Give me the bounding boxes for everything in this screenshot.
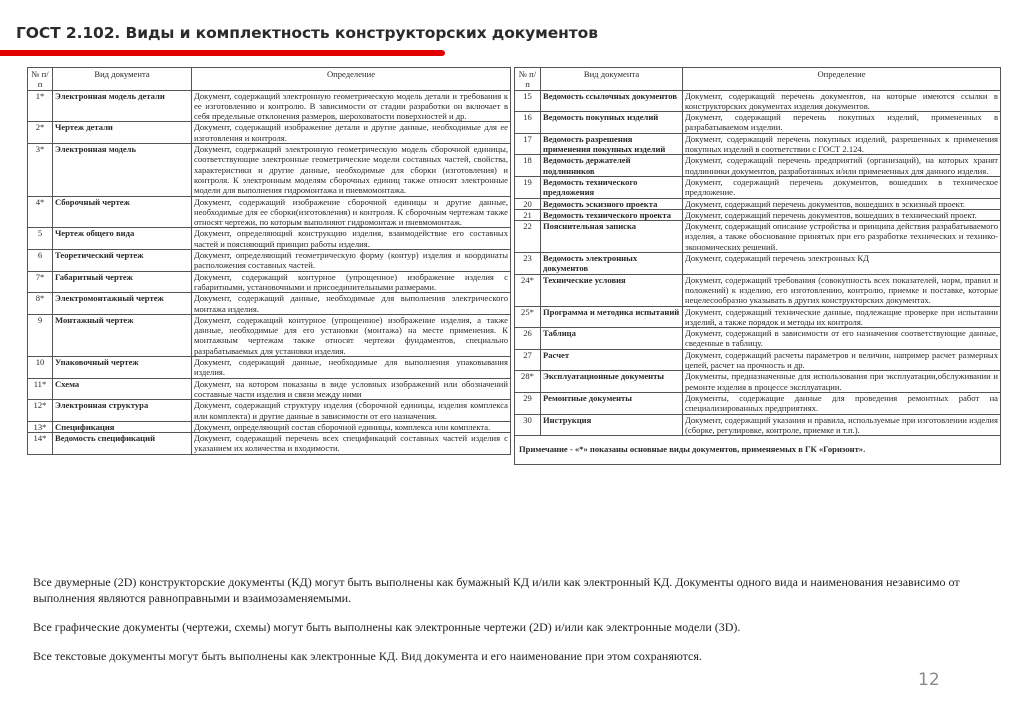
table-row bbox=[515, 112, 1001, 134]
document-definition: Документ, содержащий перечень всех спецификаций составных частей изделия с указанием их количества и входимости. bbox=[192, 433, 511, 455]
paragraph-text-documents: Все текстовые документы могут быть выполнены как электронные КД. Вид документа и его наименование при этом сохраняются. bbox=[33, 649, 702, 663]
table-row bbox=[28, 250, 511, 272]
table-row bbox=[28, 144, 511, 196]
document-types-table-right bbox=[514, 67, 1001, 465]
document-definition: Документ, содержащий расчеты параметров и величин, например расчет размерных цепей, расчет на прочность и др. bbox=[683, 349, 1001, 371]
document-type-name: Ведомость технического проекта bbox=[541, 209, 683, 220]
row-number: 19 bbox=[515, 176, 541, 198]
row-number: 27 bbox=[515, 349, 541, 371]
row-number: 24* bbox=[515, 274, 541, 306]
document-definition: Документ, содержащий перечень покупных изделий, примененных в разрабатываемом изделии. bbox=[683, 112, 1001, 134]
document-type-name: Электромонтажный чертеж bbox=[53, 293, 192, 315]
document-type-name: Ведомость держателей подлинников bbox=[541, 155, 683, 177]
document-definition: Документ, содержащий контурное (упрощенное) изображение изделия с габаритными, установочными и присоединительными размерами. bbox=[192, 271, 511, 293]
table-row bbox=[515, 198, 1001, 209]
document-definition: Документ, содержащий перечень документов, на которые имеются ссылки в конструкторских документах изделия документов. bbox=[683, 90, 1001, 112]
document-type-name: Чертеж общего вида bbox=[53, 228, 192, 250]
row-number: 5 bbox=[28, 228, 53, 250]
row-number: 30 bbox=[515, 414, 541, 436]
table-row bbox=[28, 228, 511, 250]
table-row bbox=[28, 421, 511, 432]
document-definition: Документ, содержащий перечень документов, вошедших в техническое предложение. bbox=[683, 176, 1001, 198]
document-definition: Документ, содержащий контурное (упрощенное) изображение изделия, а также данные, необходимые для его установки (монтажа) на месте применения. К монтажным чертежам также относят чертежи фундаментов, специально разрабатываемых для установки изделия. bbox=[192, 314, 511, 356]
row-number: 22 bbox=[515, 221, 541, 253]
table-row bbox=[28, 314, 511, 356]
document-type-name: Таблица bbox=[541, 328, 683, 350]
document-type-name: Ведомость ссылочных документов bbox=[541, 90, 683, 112]
right-table-body bbox=[515, 90, 1001, 436]
document-types-table-left bbox=[27, 67, 511, 455]
document-type-name: Теоретический чертеж bbox=[53, 250, 192, 272]
document-definition: Документ, содержащий данные, необходимые для выполнения упаковывания изделия. bbox=[192, 357, 511, 379]
header-name: Вид документа bbox=[541, 68, 683, 91]
header-num: № п/п bbox=[515, 68, 541, 91]
document-definition: Документ, содержащий данные, необходимые для выполнения электрического монтажа изделия. bbox=[192, 293, 511, 315]
document-definition: Документы, содержащие данные для проведения ремонтных работ на специализированных предприятиях. bbox=[683, 392, 1001, 414]
document-type-name: Ведомость разрешения применения покупных изделий bbox=[541, 133, 683, 155]
row-number: 2* bbox=[28, 122, 53, 144]
table-row bbox=[28, 122, 511, 144]
table-row bbox=[28, 196, 511, 228]
title-underline bbox=[0, 50, 445, 56]
table-row bbox=[515, 392, 1001, 414]
row-number: 3* bbox=[28, 144, 53, 196]
document-definition: Документ, содержащий технические данные, подлежащие проверке при испытании изделий, а также порядок и методы их контроля. bbox=[683, 306, 1001, 328]
table-row bbox=[515, 176, 1001, 198]
table-row bbox=[515, 221, 1001, 253]
document-type-name: Электронная структура bbox=[53, 400, 192, 422]
row-number: 15 bbox=[515, 90, 541, 112]
document-type-name: Пояснительная записка bbox=[541, 221, 683, 253]
table-row bbox=[28, 357, 511, 379]
document-definition: Документ, содержащий перечень электронных КД bbox=[683, 253, 1001, 275]
row-number: 9 bbox=[28, 314, 53, 356]
row-number: 6 bbox=[28, 250, 53, 272]
table-row bbox=[515, 209, 1001, 220]
table-row bbox=[515, 253, 1001, 275]
table-header-row bbox=[515, 68, 1001, 91]
document-type-name: Монтажный чертеж bbox=[53, 314, 192, 356]
document-type-name: Ведомость эскизного проекта bbox=[541, 198, 683, 209]
document-definition: Документ, содержащий изображение детали и другие данные, необходимые для ее изготовления и контроля. bbox=[192, 122, 511, 144]
document-definition: Документ, содержащий электронную геометрическую модель детали и требования к ее изготовлению и контролю. В зависимости от стадии разработки он включает в себя предельные отклонения размеров, шероховатости поверхностей и др. bbox=[192, 90, 511, 122]
document-definition: Документ, содержащий указания и правила, используемые при изготовлении изделия (сборке, регулировке, контроле, приемке и т.п.). bbox=[683, 414, 1001, 436]
document-definition: Документ, содержащий перечень покупных изделий, разрешенных к применения покупных изделий в соответствии с ГОСТ 2.124. bbox=[683, 133, 1001, 155]
document-definition: Документ, содержащий изображение сборочной единицы и другие данные, необходимые для ее сборки(изготовления) и контроля. К сборочным чертежам также относят чертежи, по которым выполняют гидромонтаж и пневмомонтаж. bbox=[192, 196, 511, 228]
table-row bbox=[28, 400, 511, 422]
table-row bbox=[515, 328, 1001, 350]
document-type-name: Технические условия bbox=[541, 274, 683, 306]
document-definition: Документ, определяющий геометрическую форму (контур) изделия и координаты расположения составных частей. bbox=[192, 250, 511, 272]
table-row bbox=[515, 349, 1001, 371]
table-row bbox=[28, 378, 511, 400]
document-definition: Документ, содержащий перечень предприятий (организаций), на которых хранят подлинники документов, разработанных и/или примененных для данного изделия. bbox=[683, 155, 1001, 177]
row-number: 7* bbox=[28, 271, 53, 293]
document-type-name: Инструкция bbox=[541, 414, 683, 436]
table-row bbox=[515, 133, 1001, 155]
document-type-name: Ведомость электронных документов bbox=[541, 253, 683, 275]
document-type-name: Чертеж детали bbox=[53, 122, 192, 144]
table-row bbox=[28, 433, 511, 455]
row-number: 18 bbox=[515, 155, 541, 177]
table-row bbox=[515, 371, 1001, 393]
row-number: 26 bbox=[515, 328, 541, 350]
document-definition: Документ, содержащий электронную геометрическую модель сборочной единицы, соответствующие электронные геометрические модели составных частей, свойства, характеристики и другие данные, необходимые для сборки (изготовления) и контроля. К электронным моделям сборочных единиц также относят электронные модели для выполнения гидромонтажа и пневмомонтажа. bbox=[192, 144, 511, 196]
left-table-body bbox=[28, 90, 511, 454]
document-type-name: Программа и методика испытаний bbox=[541, 306, 683, 328]
row-number: 11* bbox=[28, 378, 53, 400]
row-number: 10 bbox=[28, 357, 53, 379]
header-definition: Определение bbox=[683, 68, 1001, 91]
row-number: 12* bbox=[28, 400, 53, 422]
row-number: 8* bbox=[28, 293, 53, 315]
table-header-row bbox=[28, 68, 511, 91]
document-definition: Документ, содержащий требования (совокупность всех показателей, норм, правил и положений) к изделию, его изготовлению, контролю, приемке и поставке, которые нецелесообразно указывать в других конструкторских документах. bbox=[683, 274, 1001, 306]
document-definition: Документ, определяющий конструкцию изделия, взаимодействие его составных частей и поясняющий принцип работы изделия. bbox=[192, 228, 511, 250]
document-definition: Документ, содержащий описание устройства и принципа действия разрабатываемого изделия, а также обоснование принятых при его разработке технических и технико-экономических решений. bbox=[683, 221, 1001, 253]
document-type-name: Ведомость спецификаций bbox=[53, 433, 192, 455]
document-type-name: Ведомость покупных изделий bbox=[541, 112, 683, 134]
row-number: 4* bbox=[28, 196, 53, 228]
document-type-name: Сборочный чертеж bbox=[53, 196, 192, 228]
paragraph-2d-documents: Все двумерные (2D) конструкторские документы (КД) могут быть выполнены как бумажный КД и/или как электронный КД. Документы одного вида и наименования независимо от выполнения являются равноправными и взаимозаменяемыми. bbox=[33, 575, 960, 605]
row-number: 21 bbox=[515, 209, 541, 220]
document-type-name: Схема bbox=[53, 378, 192, 400]
page-number: 12 bbox=[918, 670, 940, 690]
table-row bbox=[515, 90, 1001, 112]
row-number: 16 bbox=[515, 112, 541, 134]
table-row bbox=[515, 274, 1001, 306]
row-number: 13* bbox=[28, 421, 53, 432]
document-definition: Документ, содержащий в зависимости от его назначения соответствующие данные, сведенные в таблицу. bbox=[683, 328, 1001, 350]
row-number: 28* bbox=[515, 371, 541, 393]
row-number: 29 bbox=[515, 392, 541, 414]
row-number: 25* bbox=[515, 306, 541, 328]
document-type-name: Упаковочный чертеж bbox=[53, 357, 192, 379]
document-type-name: Расчет bbox=[541, 349, 683, 371]
document-type-name: Габаритный чертеж bbox=[53, 271, 192, 293]
document-definition: Документ, на котором показаны в виде условных изображений или обозначений составные части изделия и связи между ними bbox=[192, 378, 511, 400]
header-num: № п/п bbox=[28, 68, 53, 91]
table-row bbox=[515, 306, 1001, 328]
document-type-name: Электронная модель детали bbox=[53, 90, 192, 122]
document-definition: Документ, содержащий структуру изделия (сборочной единицы, изделия комплекса или комплекта) и другие данные в зависимости от его назначения. bbox=[192, 400, 511, 422]
document-definition: Документ, определяющий состав сборочной единицы, комплекса или комплекта. bbox=[192, 421, 511, 432]
document-type-name: Спецификация bbox=[53, 421, 192, 432]
row-number: 1* bbox=[28, 90, 53, 122]
document-definition: Документ, содержащий перечень документов, вошедших в эскизный проект. bbox=[683, 198, 1001, 209]
row-number: 17 bbox=[515, 133, 541, 155]
header-name: Вид документа bbox=[53, 68, 192, 91]
table-row bbox=[515, 414, 1001, 436]
slide-title: ГОСТ 2.102. Виды и комплектность конструкторских документов bbox=[16, 24, 598, 42]
document-definition: Документ, содержащий перечень документов, вошедших в технический проект. bbox=[683, 209, 1001, 220]
table-note-row bbox=[515, 436, 1001, 465]
paragraph-graphic-documents: Все графические документы (чертежи, схемы) могут быть выполнены как электронные чертежи (2D) и/или как электронные модели (3D). bbox=[33, 620, 741, 634]
row-number: 23 bbox=[515, 253, 541, 275]
row-number: 20 bbox=[515, 198, 541, 209]
document-definition: Документы, предназначенные для использования при эксплуатации,обслуживании и ремонте изделия в процессе эксплуатации. bbox=[683, 371, 1001, 393]
table-row bbox=[28, 271, 511, 293]
document-type-name: Эксплуатационные документы bbox=[541, 371, 683, 393]
table-row bbox=[28, 90, 511, 122]
table-note: Примечание - «*» показаны основные виды документов, применяемых в ГК «Горизонт». bbox=[515, 436, 1001, 465]
table-row bbox=[28, 293, 511, 315]
header-definition: Определение bbox=[192, 68, 511, 91]
table-row bbox=[515, 155, 1001, 177]
document-type-name: Ведомость технического предложения bbox=[541, 176, 683, 198]
row-number: 14* bbox=[28, 433, 53, 455]
document-type-name: Ремонтные документы bbox=[541, 392, 683, 414]
document-type-name: Электронная модель bbox=[53, 144, 192, 196]
